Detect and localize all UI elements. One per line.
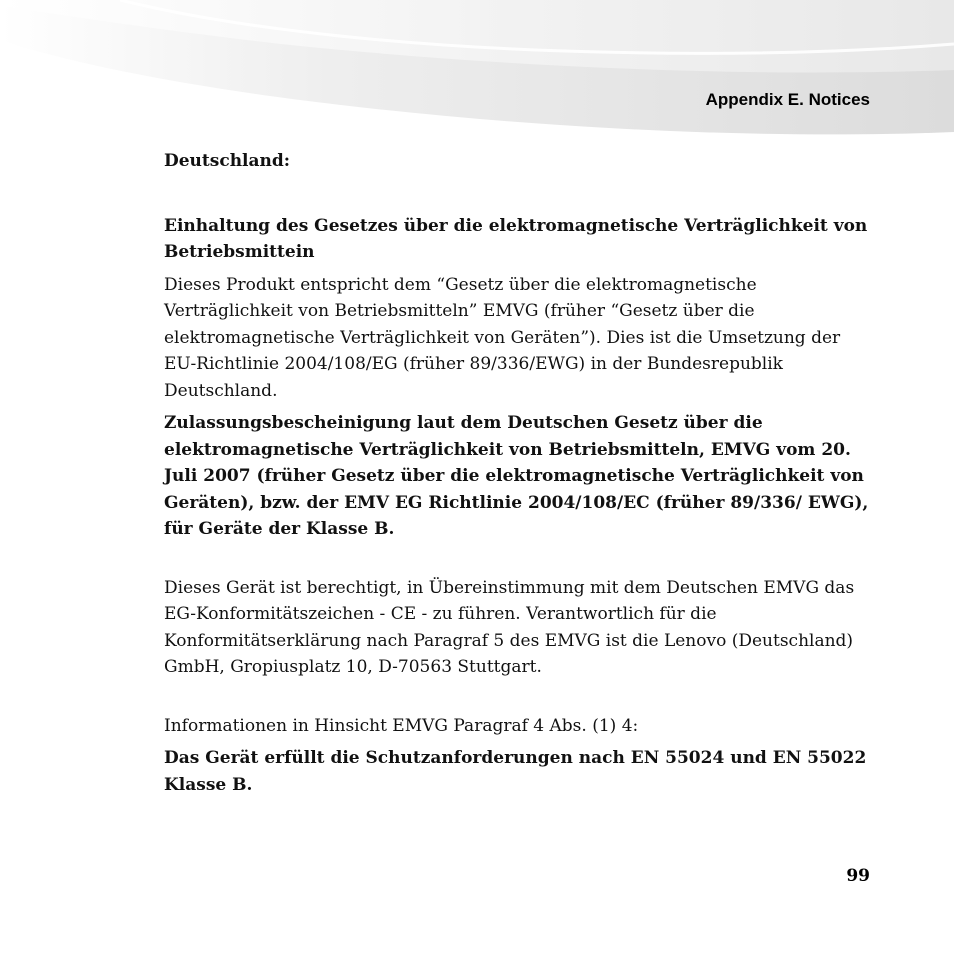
country-heading: Deutschland: bbox=[164, 151, 291, 171]
paragraph-emvg-compliance: Dieses Produkt entspricht dem “Gesetz über die elektromagnetische Verträglichkeit von Betriebsmitteln” EMVG (früher “Gesetz über die elektromagnetische Verträglichkeit von Geräten”). Dies ist die Umsetzung der EU-Richtlinie 2004/108/EG (früher 89/336/EWG) in der Bundesrepublik Deutschland. bbox=[164, 274, 841, 401]
page-number: 99 bbox=[846, 866, 870, 886]
section-heading: Einhaltung des Gesetzes über die elektromagnetische Verträglichkeit von Betriebsmittein bbox=[164, 215, 868, 262]
header-swoosh-decoration bbox=[0, 0, 954, 140]
paragraph-ce-marking: Dieses Gerät ist berechtigt, in Übereinstimmung mit dem Deutschen EMVG das EG-Konformitätszeichen - CE - zu führen. Verantwortlich für die Konformitätserklärung nach Paragraf 5 des EMVG ist die Lenovo (Deutschland) GmbH, Gropiusplatz 10, D-70563 Stuttgart. bbox=[164, 577, 855, 677]
paragraph-protection-requirements: Das Gerät erfüllt die Schutzanforderungen nach EN 55024 und EN 55022 Klasse B. bbox=[164, 748, 867, 795]
paragraph-approval-certificate: Zulassungsbescheinigung laut dem Deutschen Gesetz über die elektromagnetische Verträglichkeit von Betriebsmitteln, EMVG vom 20. Juli 2007 (früher Gesetz über die elektromagnetische Verträglichkeit von Geräten), bzw. der EMV EG Richtlinie 2004/108/EC (früher 89/336/ EWG), für Geräte der Klasse B. bbox=[164, 413, 869, 539]
document-body bbox=[164, 148, 874, 798]
paragraph-emvg-information: Informationen in Hinsicht EMVG Paragraf 4 Abs. (1) 4: bbox=[164, 715, 639, 736]
running-head: Appendix E. Notices bbox=[705, 90, 870, 109]
